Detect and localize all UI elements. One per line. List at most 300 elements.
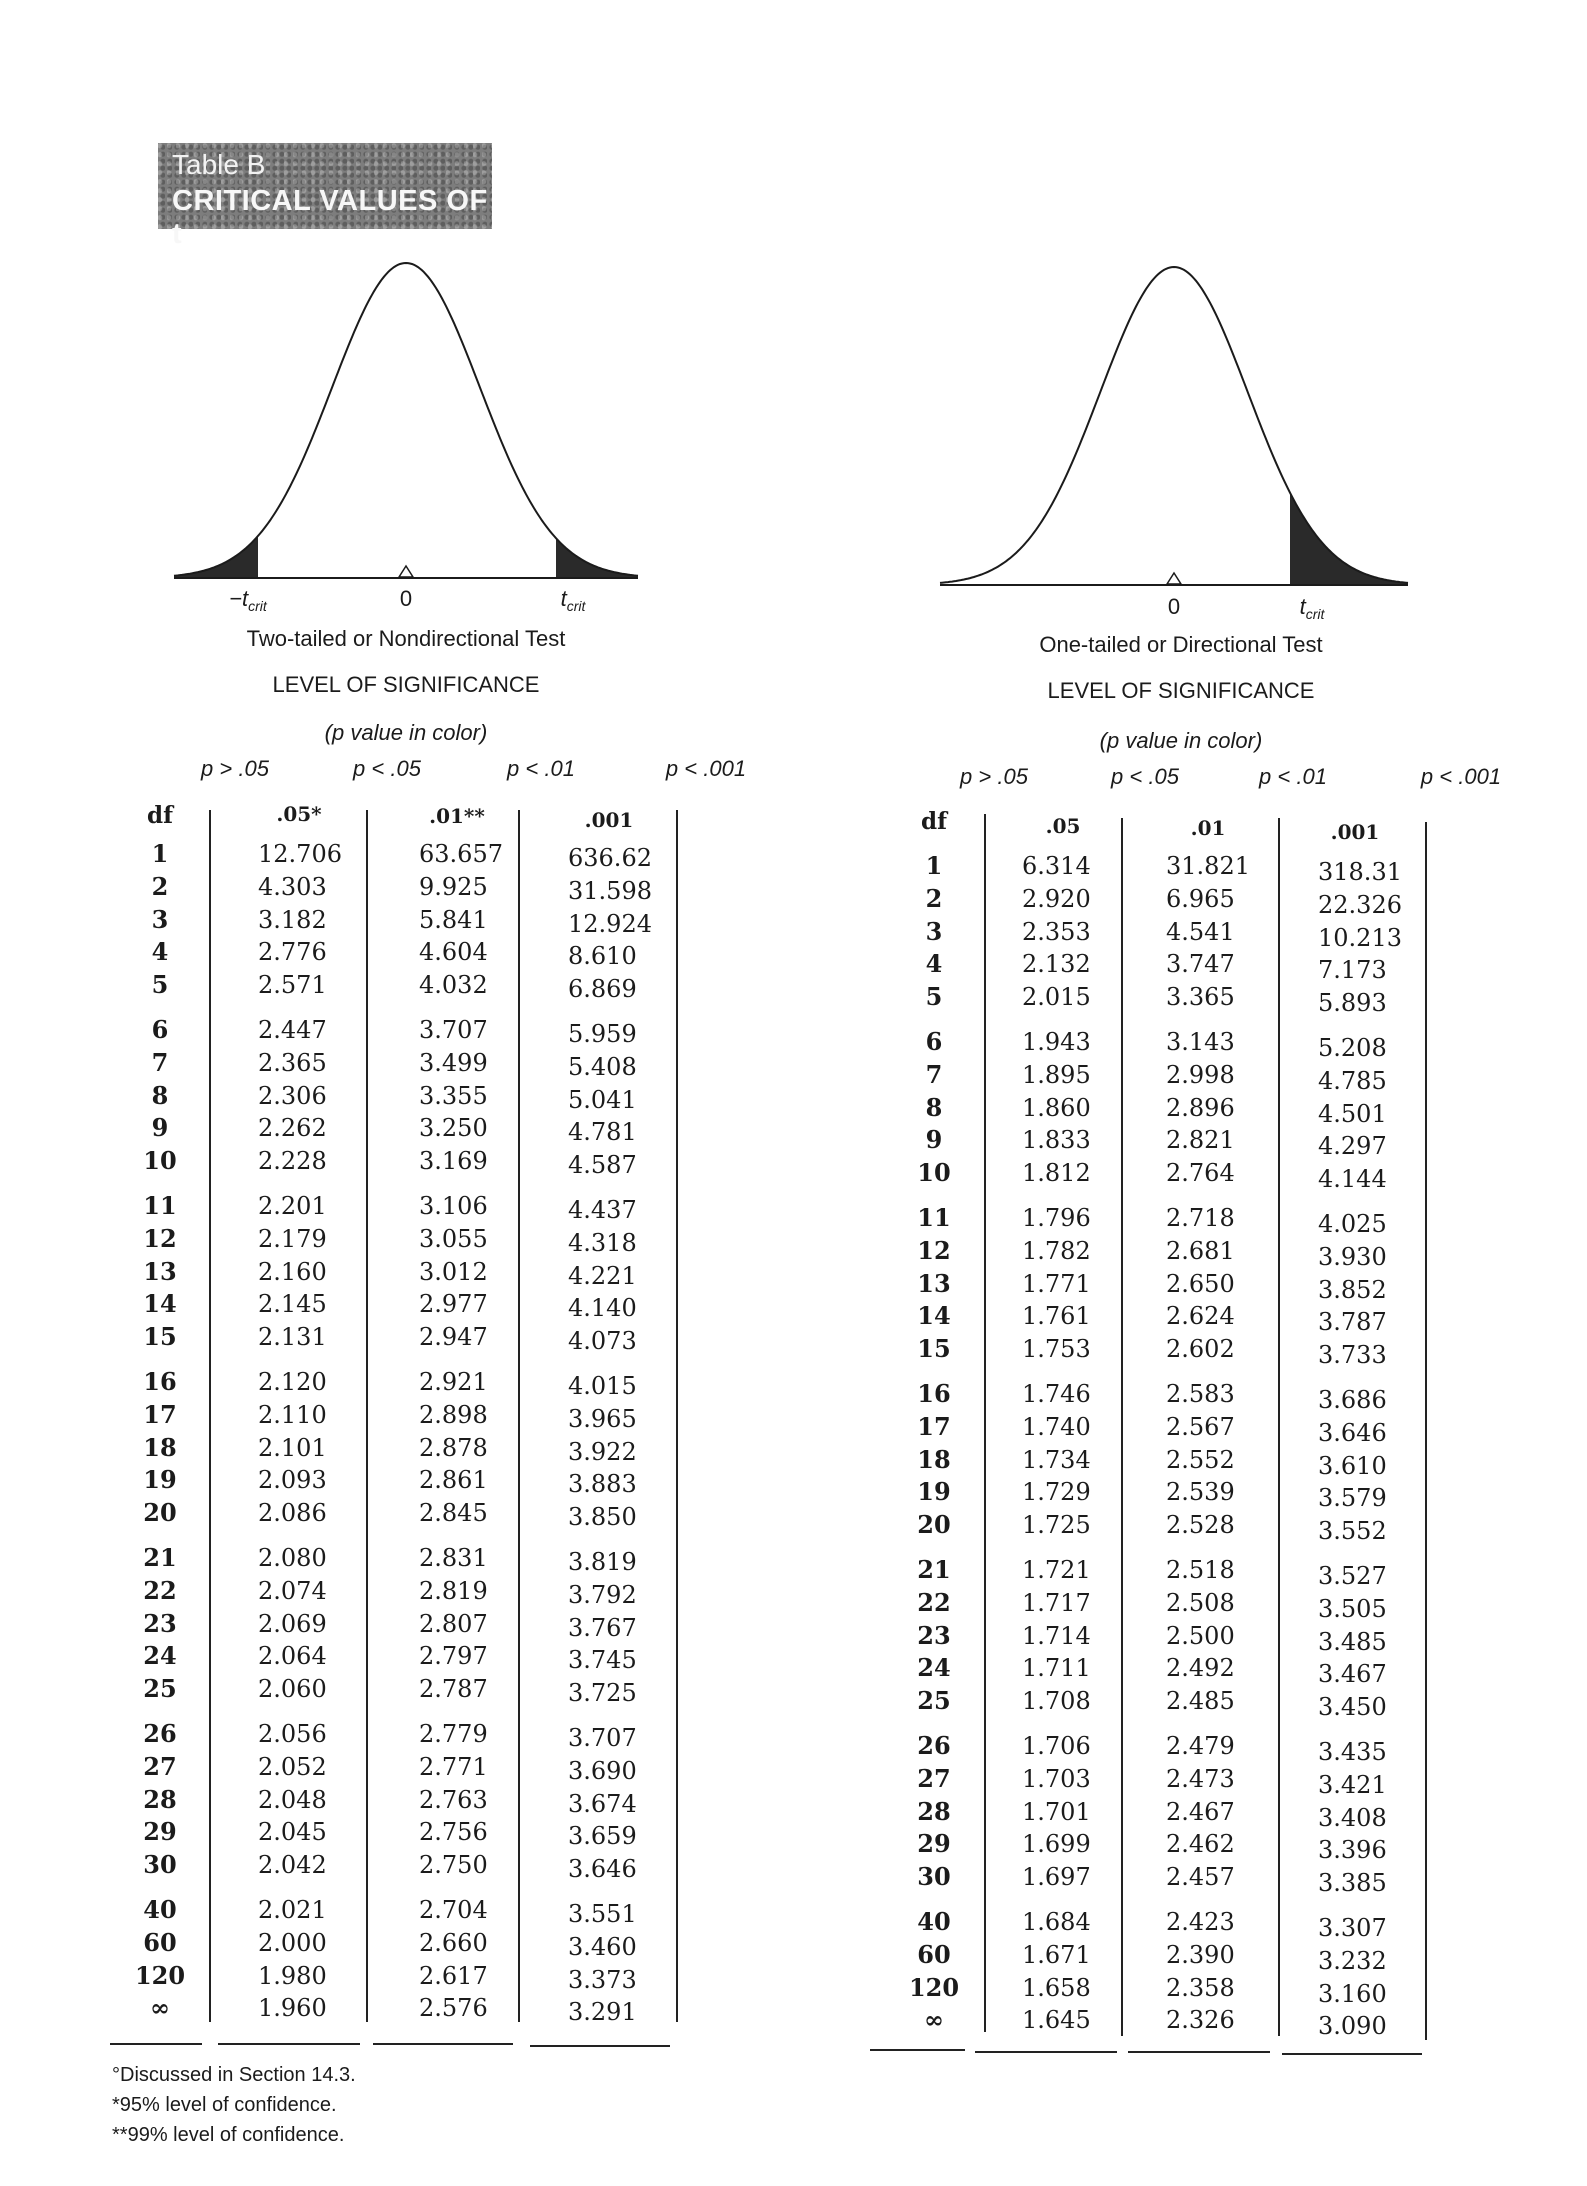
table-cell: 2.457 <box>1166 1863 1235 1892</box>
table-cell: 1.721 <box>1022 1556 1091 1584</box>
table-cell: 2.624 <box>1166 1302 1235 1331</box>
table-cell: 6.965 <box>1166 884 1235 913</box>
table-cell: 22 <box>143 1575 177 1605</box>
table-cell: 3.373 <box>568 1965 637 1994</box>
rightCurve-mean-marker <box>1167 573 1181 584</box>
table-cell: 3.232 <box>1318 1946 1387 1975</box>
rightTable-group-2-col-c <box>1318 1208 1387 1372</box>
rightTable-group-0-col-b <box>1166 850 1250 1014</box>
table-cell: 3.792 <box>568 1580 637 1609</box>
leftTable-group-0-col-df <box>130 838 190 1002</box>
table-cell: 3.505 <box>1318 1594 1387 1623</box>
table-cell: 3.106 <box>419 1192 488 1220</box>
table-cell: 18 <box>917 1444 951 1474</box>
right-col-header-01: .01 <box>1190 816 1226 840</box>
table-cell: 2.000 <box>258 1928 327 1957</box>
table-cell: 3.819 <box>568 1548 637 1576</box>
table-cell: 10.213 <box>1318 923 1402 952</box>
table-cell: 5.959 <box>568 1020 637 1048</box>
table-cell: 1.943 <box>1022 1028 1091 1056</box>
table-cell: 2.861 <box>419 1466 488 1495</box>
table-cell: 4.303 <box>258 872 327 901</box>
rightCurve-line <box>940 267 1408 583</box>
table-cell: 318.31 <box>1318 858 1402 886</box>
table-cell: 3.659 <box>568 1822 637 1851</box>
right-col-header-05: .05 <box>1045 814 1081 838</box>
table-cell: 4.221 <box>568 1261 637 1290</box>
rightTable-group-4-col-df <box>904 1554 964 1718</box>
table-cell: 20 <box>143 1498 177 1528</box>
table-cell: 2.750 <box>419 1851 488 1880</box>
table-cell: 16 <box>917 1379 951 1408</box>
table-cell: 3.551 <box>568 1900 637 1928</box>
rightTable-group-5-col-df <box>904 1730 964 1894</box>
right-table-rule-3 <box>1278 818 1280 2036</box>
table-cell: 30 <box>917 1862 951 1892</box>
table-cell: 2.528 <box>1166 1511 1235 1540</box>
table-cell: 2.763 <box>419 1785 488 1814</box>
table-cell: 3.674 <box>568 1789 637 1818</box>
right-zero-label: 0 <box>1167 594 1181 619</box>
table-cell: 12 <box>917 1235 951 1265</box>
table-cell: 2.145 <box>258 1290 327 1319</box>
table-cell: 1.740 <box>1022 1412 1091 1441</box>
table-cell: 3.552 <box>1318 1517 1387 1546</box>
table-cell: 1.782 <box>1022 1236 1091 1265</box>
rightTable-group-2-col-df <box>904 1202 964 1366</box>
table-cell: 3.355 <box>419 1081 488 1110</box>
leftTable-group-6-col-a <box>258 1894 327 2025</box>
right-p-header-3: p < .01 <box>1259 764 1327 789</box>
table-cell: 3.012 <box>419 1257 488 1286</box>
rightTable-group-0-col-c <box>1318 856 1402 1020</box>
table-cell: 14 <box>143 1289 177 1319</box>
table-cell: 2.485 <box>1166 1687 1235 1716</box>
table-cell: 8 <box>151 1080 169 1110</box>
table-cell: 5.041 <box>568 1085 637 1114</box>
distribution-curves <box>0 0 1587 640</box>
table-cell: ∞ <box>150 1993 170 2023</box>
right-bottom-rule-df <box>870 2049 965 2051</box>
leftTable-group-2-col-a <box>258 1190 327 1354</box>
table-cell: 3.707 <box>419 1016 488 1044</box>
table-cell: 2.064 <box>258 1642 327 1671</box>
rightTable-group-1-col-b <box>1166 1026 1235 1190</box>
table-cell: 1.697 <box>1022 1863 1091 1892</box>
table-cell: 22.326 <box>1318 890 1402 919</box>
leftTable-group-5-col-b <box>419 1718 488 1882</box>
table-cell: 6.314 <box>1022 852 1091 880</box>
leftTable-group-2-col-df <box>130 1190 190 1354</box>
leftTable-group-6-col-c <box>568 1898 637 2029</box>
table-cell: 23 <box>917 1620 951 1650</box>
leftTable-group-6-col-b <box>419 1894 488 2025</box>
table-cell: 2.132 <box>1022 950 1091 979</box>
table-cell: 4.781 <box>568 1118 637 1147</box>
leftTable-group-5-col-c <box>568 1722 637 1886</box>
table-cell: 2.110 <box>258 1400 327 1429</box>
table-cell: 7 <box>925 1059 943 1089</box>
table-cell: 2.060 <box>258 1675 327 1704</box>
table-cell: 1.708 <box>1022 1687 1091 1716</box>
rightTable-group-3-col-c <box>1318 1384 1387 1548</box>
leftCurve-tail-1 <box>556 538 638 578</box>
table-cell: 3.160 <box>1318 1979 1387 2008</box>
table-cell: 24 <box>143 1641 177 1671</box>
table-cell: 9 <box>151 1113 169 1143</box>
table-cell: 26 <box>917 1731 951 1760</box>
table-cell: 3.850 <box>568 1503 637 1532</box>
leftTable-group-3-col-b <box>419 1366 488 1530</box>
footnote-1: °Discussed in Section 14.3. <box>112 2064 356 2086</box>
left-neg-tcrit-label: $-t_{crit}$ <box>229 586 267 614</box>
table-cell: 2.052 <box>258 1752 327 1781</box>
table-cell: 23 <box>143 1608 177 1638</box>
table-cell: 3.055 <box>419 1224 488 1253</box>
table-cell: 2.718 <box>1166 1204 1235 1232</box>
table-cell: 31.821 <box>1166 852 1250 880</box>
table-cell: 3.725 <box>568 1679 637 1708</box>
table-cell: 2.479 <box>1166 1732 1235 1760</box>
table-cell: 2.045 <box>258 1818 327 1847</box>
table-cell: 2.131 <box>258 1323 327 1352</box>
table-cell: 2.074 <box>258 1576 327 1605</box>
table-cell: 12 <box>143 1223 177 1253</box>
table-cell: 13 <box>143 1256 177 1286</box>
table-cell: 24 <box>917 1653 951 1683</box>
table-cell: 25 <box>143 1674 177 1704</box>
rightTable-group-0-col-df <box>904 850 964 1014</box>
table-cell: 1.729 <box>1022 1478 1091 1507</box>
table-cell: 2.492 <box>1166 1654 1235 1683</box>
left-test-label: Two-tailed or Nondirectional Test <box>246 626 566 651</box>
table-cell: 2.042 <box>258 1851 327 1880</box>
table-cell: 27 <box>917 1763 951 1793</box>
table-cell: 1.980 <box>258 1961 327 1990</box>
right-p-note: (p value in color) <box>1099 728 1263 753</box>
rightTable-group-0-col-a <box>1022 850 1091 1014</box>
table-cell: 9 <box>925 1125 943 1155</box>
table-cell: 5 <box>925 982 943 1012</box>
table-cell: 120 <box>134 1960 186 1990</box>
left-p-header-3: p < .01 <box>507 756 575 781</box>
table-cell: 3.385 <box>1318 1869 1387 1898</box>
table-cell: 2.947 <box>419 1323 488 1352</box>
table-cell: 2.467 <box>1166 1797 1235 1826</box>
table-cell: 6 <box>151 1015 169 1044</box>
table-cell: 636.62 <box>568 844 652 872</box>
table-cell: 17 <box>143 1399 177 1429</box>
leftCurve-tail-0 <box>174 536 258 578</box>
rightTable-group-3-col-a <box>1022 1378 1091 1542</box>
table-cell: 2.228 <box>258 1147 327 1176</box>
leftCurve-line <box>174 263 638 576</box>
table-cell: 3.767 <box>568 1613 637 1642</box>
leftTable-group-5-col-a <box>258 1718 327 1882</box>
table-cell: 2.771 <box>419 1752 488 1781</box>
table-cell: 2.571 <box>258 971 327 1000</box>
table-cell: 4 <box>151 937 169 967</box>
table-cell: 26 <box>143 1719 177 1748</box>
table-cell: 2.845 <box>419 1499 488 1528</box>
table-cell: 2.787 <box>419 1675 488 1704</box>
table-cell: 3.291 <box>568 1998 637 2027</box>
table-cell: 2.764 <box>1166 1159 1235 1188</box>
right-col-header-001: .001 <box>1330 820 1380 844</box>
table-cell: 6.869 <box>568 975 637 1004</box>
table-cell: 3.365 <box>1166 983 1235 1012</box>
table-cell: 1.860 <box>1022 1093 1091 1122</box>
rightCurve-tail-0 <box>1290 493 1408 585</box>
table-cell: 3 <box>925 916 943 946</box>
table-cell: 2.576 <box>419 1994 488 2023</box>
table-title: CRITICAL VALUES OF t <box>172 185 488 250</box>
table-cell: 3.143 <box>1166 1028 1235 1056</box>
left-col-header-01: .01** <box>429 804 485 828</box>
table-cell: 10 <box>143 1146 177 1176</box>
table-cell: 4.587 <box>568 1151 637 1180</box>
leftTable-group-3-col-df <box>130 1366 190 1530</box>
table-cell: 2.681 <box>1166 1236 1235 1265</box>
table-cell: 2.920 <box>1022 884 1091 913</box>
table-cell: 2.819 <box>419 1576 488 1605</box>
rightTable-group-4-col-a <box>1022 1554 1091 1718</box>
table-cell: 18 <box>143 1432 177 1462</box>
table-cell: 20 <box>917 1510 951 1540</box>
leftTable-group-5-col-df <box>130 1718 190 1882</box>
table-cell: 4.144 <box>1318 1165 1387 1194</box>
table-cell: 2.326 <box>1166 2006 1235 2035</box>
leftTable-group-1-col-b <box>419 1014 488 1178</box>
rightTable-group-6-col-a <box>1022 1906 1091 2037</box>
table-cell: 7.173 <box>1318 956 1387 985</box>
table-cell: 25 <box>917 1686 951 1716</box>
table-cell: 3.460 <box>568 1932 637 1961</box>
table-cell: 2.093 <box>258 1466 327 1495</box>
leftTable-group-6-col-df <box>130 1894 190 2025</box>
leftTable-group-3-col-a <box>258 1366 327 1530</box>
table-cell: 6 <box>925 1027 943 1056</box>
table-cell: 3.250 <box>419 1114 488 1143</box>
table-cell: 1.699 <box>1022 1830 1091 1859</box>
rightTable-group-5-col-a <box>1022 1730 1091 1894</box>
table-cell: 2.353 <box>1022 917 1091 946</box>
table-cell: 2.896 <box>1166 1093 1235 1122</box>
table-cell: 11 <box>917 1203 951 1232</box>
table-cell: 2.539 <box>1166 1478 1235 1507</box>
table-cell: 4.025 <box>1318 1210 1387 1238</box>
rightTable-group-2-col-b <box>1166 1202 1235 1366</box>
left-col-header-001: .001 <box>584 808 634 832</box>
table-cell: 3.747 <box>1166 950 1235 979</box>
table-cell: 3.787 <box>1318 1308 1387 1337</box>
table-cell: 3.733 <box>1318 1341 1387 1370</box>
table-cell: 2.508 <box>1166 1588 1235 1617</box>
table-cell: 5 <box>151 970 169 1000</box>
right-p-header-4: p < .001 <box>1420 764 1502 789</box>
table-cell: 2.447 <box>258 1016 327 1044</box>
table-cell: 3.090 <box>1318 2012 1387 2041</box>
table-cell: 28 <box>917 1796 951 1826</box>
left-bottom-rule-b <box>373 2043 513 2045</box>
rightTable-group-3-col-b <box>1166 1378 1235 1542</box>
table-cell: 1.714 <box>1022 1621 1091 1650</box>
left-table-rule-2 <box>366 810 368 2022</box>
right-level-label: LEVEL OF SIGNIFICANCE <box>1047 678 1315 703</box>
left-bottom-rule-a <box>218 2043 360 2045</box>
table-cell: 2.358 <box>1166 1973 1235 2002</box>
table-cell: 1.812 <box>1022 1159 1091 1188</box>
table-cell: 1.701 <box>1022 1797 1091 1826</box>
table-cell: 2.080 <box>258 1544 327 1572</box>
table-cell: 2.262 <box>258 1114 327 1143</box>
table-cell: 3.707 <box>568 1724 637 1752</box>
table-cell: 2 <box>151 871 169 901</box>
table-cell: 2.101 <box>258 1433 327 1462</box>
table-cell: 4.437 <box>568 1196 637 1224</box>
left-p-header-2: p < .05 <box>353 756 421 781</box>
table-cell: 2.704 <box>419 1896 488 1924</box>
rightTable-group-1-col-df <box>904 1026 964 1190</box>
table-cell: 1.717 <box>1022 1588 1091 1617</box>
table-cell: 2.160 <box>258 1257 327 1286</box>
table-cell: 14 <box>917 1301 951 1331</box>
table-cell: 3.408 <box>1318 1803 1387 1832</box>
table-cell: 60 <box>917 1939 951 1969</box>
table-cell: 3.579 <box>1318 1484 1387 1513</box>
table-cell: 22 <box>917 1587 951 1617</box>
table-cell: 10 <box>917 1158 951 1188</box>
table-cell: 30 <box>143 1850 177 1880</box>
table-cell: 3 <box>151 904 169 934</box>
table-cell: 1.725 <box>1022 1511 1091 1540</box>
table-cell: 1.796 <box>1022 1204 1091 1232</box>
table-cell: 3.467 <box>1318 1660 1387 1689</box>
table-cell: 2.015 <box>1022 983 1091 1012</box>
table-cell: 1.711 <box>1022 1654 1091 1683</box>
left-table-rule-4 <box>676 810 678 2022</box>
table-cell: 2.660 <box>419 1928 488 1957</box>
table-cell: 4.501 <box>1318 1099 1387 1128</box>
table-cell: 29 <box>143 1817 177 1847</box>
leftTable-group-2-col-c <box>568 1194 637 1358</box>
left-bottom-rule-c <box>530 2045 670 2047</box>
table-cell: 2.552 <box>1166 1445 1235 1474</box>
right-bottom-rule-c <box>1282 2053 1422 2055</box>
table-cell: 2.821 <box>1166 1126 1235 1155</box>
table-cell: 4.785 <box>1318 1066 1387 1095</box>
table-cell: 4.541 <box>1166 917 1235 946</box>
table-cell: 11 <box>143 1191 177 1220</box>
table-cell: 2.365 <box>258 1048 327 1077</box>
table-cell: 3.686 <box>1318 1386 1387 1414</box>
table-cell: 2.179 <box>258 1224 327 1253</box>
table-cell: 2 <box>925 883 943 913</box>
right-bottom-rule-a <box>975 2051 1117 2053</box>
rightTable-group-1-col-a <box>1022 1026 1091 1190</box>
table-cell: 4.015 <box>568 1372 637 1400</box>
table-cell: 29 <box>917 1829 951 1859</box>
left-pos-tcrit-label: $t_{crit}$ <box>560 586 586 614</box>
rightTable-group-6-col-c <box>1318 1912 1387 2043</box>
table-cell: 15 <box>143 1322 177 1352</box>
rightTable-group-3-col-df <box>904 1378 964 1542</box>
right-table-rule-4 <box>1425 822 1427 2040</box>
table-cell: 3.307 <box>1318 1914 1387 1942</box>
table-cell: 2.650 <box>1166 1269 1235 1298</box>
rightTable-group-6-col-b <box>1166 1906 1235 2037</box>
left-p-header-1: p > .05 <box>201 756 269 781</box>
right-test-label: One-tailed or Directional Test <box>1039 632 1323 657</box>
table-cell: 3.396 <box>1318 1836 1387 1865</box>
table-cell: 5.208 <box>1318 1034 1387 1062</box>
table-cell: 2.462 <box>1166 1830 1235 1859</box>
table-cell: 3.169 <box>419 1147 488 1176</box>
table-cell: 2.069 <box>258 1609 327 1638</box>
right-table-rule-2 <box>1121 818 1123 2036</box>
table-cell: 4.318 <box>568 1228 637 1257</box>
table-cell: ∞ <box>924 2005 944 2035</box>
table-cell: 1 <box>925 851 943 880</box>
table-cell: 40 <box>143 1895 177 1924</box>
table-cell: 2.473 <box>1166 1764 1235 1793</box>
table-cell: 2.423 <box>1166 1908 1235 1936</box>
leftTable-group-1-col-df <box>130 1014 190 1178</box>
table-cell: 2.878 <box>419 1433 488 1462</box>
table-cell: 2.977 <box>419 1290 488 1319</box>
table-cell: 3.646 <box>568 1855 637 1884</box>
table-cell: 2.779 <box>419 1720 488 1748</box>
left-table-rule-3 <box>518 810 520 2022</box>
table-cell: 1.746 <box>1022 1380 1091 1408</box>
leftTable-group-4-col-df <box>130 1542 190 1706</box>
table-cell: 3.965 <box>568 1404 637 1433</box>
table-cell: 2.120 <box>258 1368 327 1396</box>
table-cell: 19 <box>917 1477 951 1507</box>
right-col-header-df: df <box>921 808 947 835</box>
footnote-2: *95% level of confidence. <box>112 2094 337 2116</box>
left-table-rule-1 <box>209 810 211 2022</box>
leftCurve-mean-marker <box>399 566 413 577</box>
table-cell: 2.617 <box>419 1961 488 1990</box>
table-cell: 5.841 <box>419 905 488 934</box>
table-cell: 2.797 <box>419 1642 488 1671</box>
table-cell: 4.073 <box>568 1327 637 1356</box>
leftTable-group-0-col-b <box>419 838 503 1002</box>
table-cell: 3.883 <box>568 1470 637 1499</box>
footnote-3: **99% level of confidence. <box>112 2124 345 2146</box>
left-p-header-4: p < .001 <box>665 756 747 781</box>
table-cell: 2.086 <box>258 1499 327 1528</box>
leftTable-group-1-col-c <box>568 1018 637 1182</box>
table-cell: 4 <box>925 949 943 979</box>
table-cell: 1.658 <box>1022 1973 1091 2002</box>
left-p-note: (p value in color) <box>324 720 488 745</box>
table-cell: 2.021 <box>258 1896 327 1924</box>
table-cell: 5.893 <box>1318 989 1387 1018</box>
table-cell: 1.753 <box>1022 1335 1091 1364</box>
table-cell: 31.598 <box>568 876 652 905</box>
left-two-tailed-curve <box>174 263 638 578</box>
table-cell: 2.306 <box>258 1081 327 1110</box>
table-cell: 7 <box>151 1047 169 1077</box>
table-cell: 2.776 <box>258 938 327 967</box>
table-cell: 2.390 <box>1166 1940 1235 1969</box>
rightTable-group-2-col-a <box>1022 1202 1091 1366</box>
rightTable-group-4-col-c <box>1318 1560 1387 1724</box>
table-cell: 2.583 <box>1166 1380 1235 1408</box>
table-cell: 1.734 <box>1022 1445 1091 1474</box>
